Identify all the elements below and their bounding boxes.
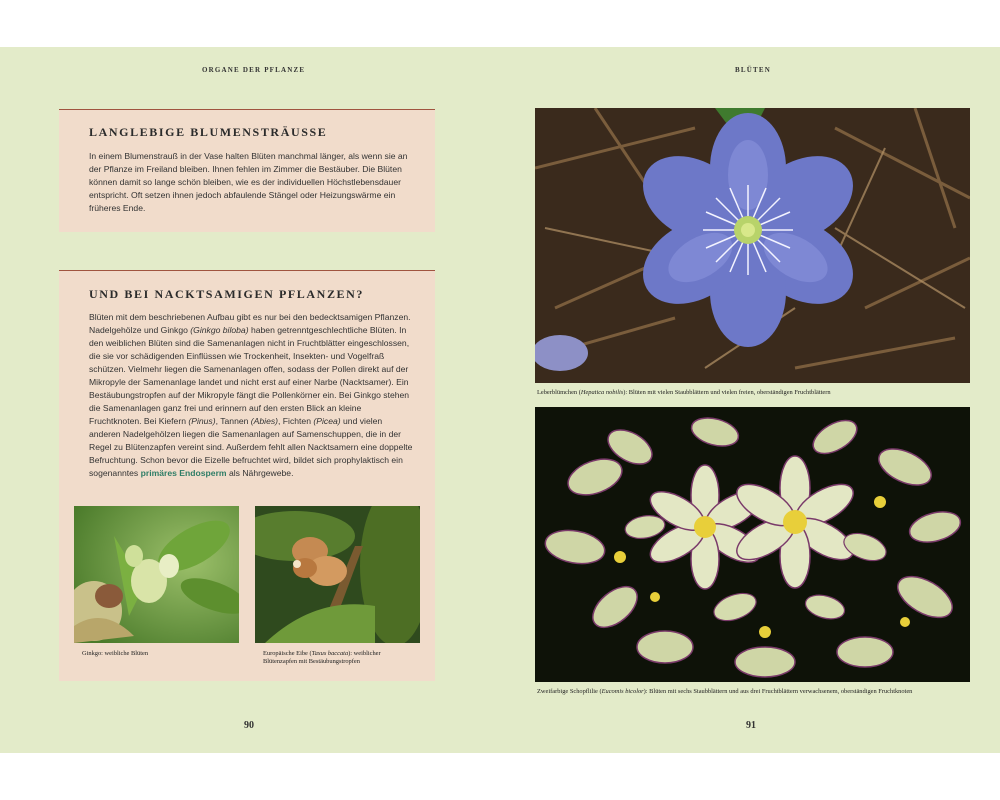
caption-taxus: Europäische Eibe (Taxus baccata): weiblicher Blütenzapfen mit Bestäubungstropfen xyxy=(263,650,381,665)
ginkgo-photo xyxy=(74,506,239,643)
page-number-right: 91 xyxy=(746,720,756,731)
glossary-term: primäres Endosperm xyxy=(140,468,227,478)
caption-hepatica: Leberblümchen (Hepatica nobilis): Blüten mit vielen Staubblättern und vielen freien, oberständigen Fruchtblättern xyxy=(537,389,831,396)
box-body: In einem Blumenstrauß in der Vase halten Blüten manchmal länger, als wenn sie an der Pflanze im Freiland bleiben. Ihnen fehlen im Zimmer die Bestäuber. Die Blüten können damit so lange schön bleiben, wie es der individuellen Höchstlebensdauer entspricht. Oft setzen ihnen jedoch abfaulende Stängel oder Heizungswärme ein früheres Ende. xyxy=(89,151,408,213)
running-head-left: ORGANE DER PFLANZE xyxy=(202,66,306,74)
page-number-left: 90 xyxy=(244,720,254,731)
running-head-right: BLÜTEN xyxy=(735,66,771,74)
box-heading: LANGLEBIGE BLUMENSTRÄUSSE xyxy=(89,125,328,139)
caption-ginkgo: Ginkgo: weibliche Blüten xyxy=(82,650,149,657)
box-body: Blüten mit dem beschriebenen Aufbau gibt es nur bei den bedecktsamigen Pflanzen. Nadelgehölze und Ginkgo (Ginkgo biloba) haben getrenntgeschlechtliche Blüten. In den weiblichen Blüten sind die Samenanlagen nicht in Fruchtblätter eingeschlossen, die sie vor schädigenden Einflüssen wie Trockenheit, Insekten- und Vogelfraß schützen. Vielmehr liegen die Samenanlagen offen, sodass der Pollen direkt auf der Mikropyle der Samenanlage landet und nicht erst auf einer Narbe (Nacktsamer). Ein Bestäubungstropfen auf der Mikropyle fängt die Pollenkörner ein. Bei Ginkgo stehen die Samenanlagen ganz frei und erinnern auf den ersten Blick an kleine Fruchtknoten. Bei Kiefern (Pinus), Tannen (Abies), Fichten (Picea) und vielen anderen Nadelgehölzen liegen die Samenanlagen auf Samenschuppen, die in der Regel zu Blütenzapfen vereint sind. Außerdem fehlt allen Nacktsamern eine doppelte Befruchtung. Schon bevor die Eizelle befruchtet wird, bildet sich prophylaktisch ein sogenanntes primäres Endosperm als Nährgewebe. xyxy=(89,312,413,478)
taxus-photo xyxy=(255,506,420,643)
box-heading: UND BEI NACKTSAMIGEN PFLANZEN? xyxy=(89,287,365,301)
eucomis-photo xyxy=(535,407,970,682)
sidebar-box-bouquets xyxy=(59,109,435,232)
hepatica-photo xyxy=(535,108,970,383)
caption-eucomis: Zweifarbige Schopflilie (Eucomis bicolor): Blüten mit sechs Staubblättern und aus drei Fruchtblättern verwachsenem, oberständigen Fruchtknoten xyxy=(537,688,913,695)
